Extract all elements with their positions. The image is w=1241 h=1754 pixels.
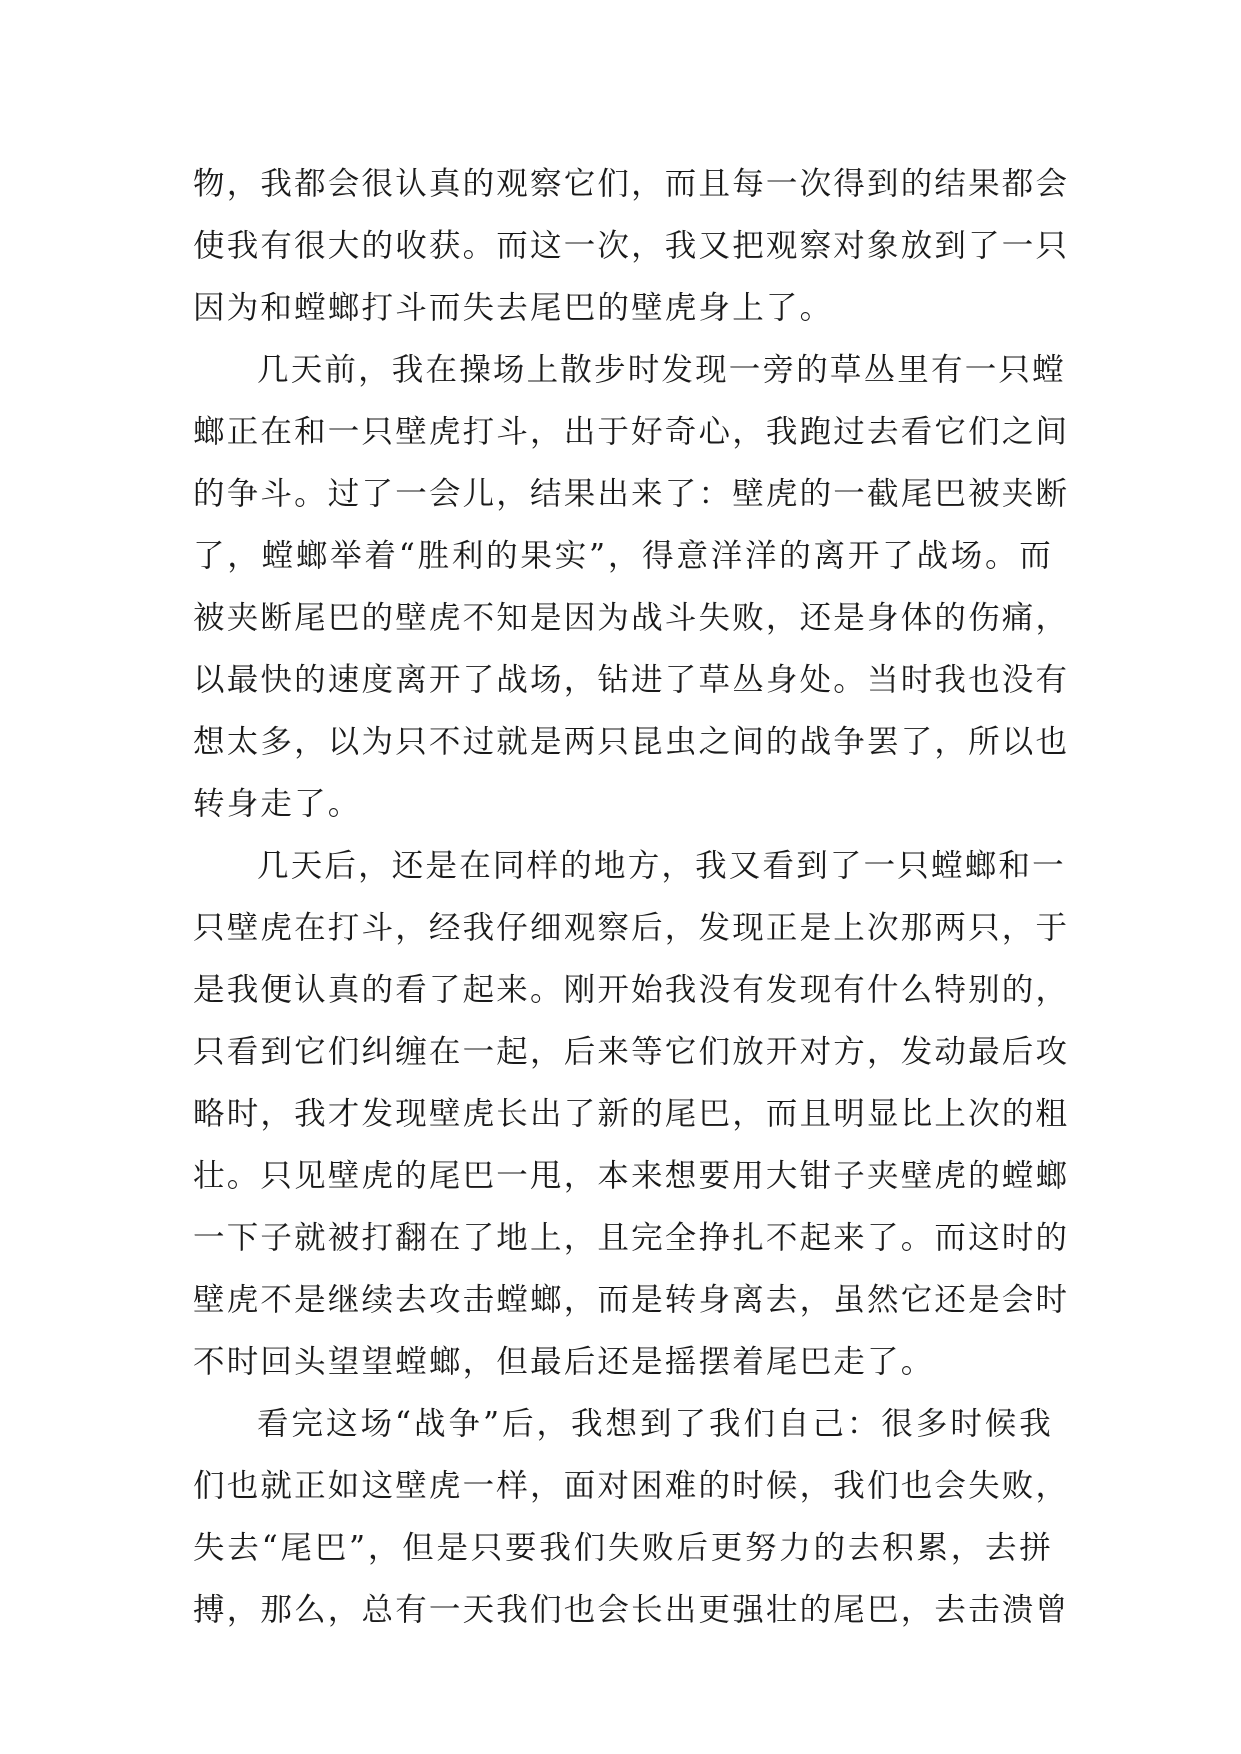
text-line: 壮。只见壁虎的尾巴一甩，本来想要用大钳子夹壁虎的螳螂 <box>193 1158 1070 1194</box>
text-line: 失去“尾巴”，但是只要我们失败后更努力的去积累，去拼 <box>193 1530 1053 1566</box>
text-line: 螂正在和一只壁虎打斗，出于好奇心，我跑过去看它们之间 <box>193 414 1070 450</box>
text-line: 一下子就被打翻在了地上，且完全挣扎不起来了。而这时的 <box>193 1220 1070 1256</box>
text-line: 搏，那么，总有一天我们也会长出更强壮的尾巴，去击溃曾 <box>193 1592 1070 1628</box>
text-line: 不时回头望望螳螂，但最后还是摇摆着尾巴走了。 <box>193 1344 935 1380</box>
paragraph-first-line: 看完这场“战争”后，我想到了我们自己：很多时候我 <box>257 1406 1053 1442</box>
text-line: 是我便认真的看了起来。刚开始我没有发现有什么特别的， <box>193 972 1070 1008</box>
text-line: 以最快的速度离开了战场，钻进了草丛身处。当时我也没有 <box>193 662 1070 698</box>
text-line: 们也就正如这壁虎一样，面对困难的时候，我们也会失败， <box>193 1468 1070 1504</box>
essay-body <box>193 153 1070 1641</box>
text-line: 使我有很大的收获。而这一次，我又把观察对象放到了一只 <box>193 228 1070 264</box>
text-line: 物，我都会很认真的观察它们，而且每一次得到的结果都会 <box>193 166 1070 202</box>
text-line: 的争斗。过了一会儿，结果出来了：壁虎的一截尾巴被夹断 <box>193 476 1070 512</box>
paragraph-first-line: 几天后，还是在同样的地方，我又看到了一只螳螂和一 <box>257 848 1066 884</box>
text-line: 因为和螳螂打斗而失去尾巴的壁虎身上了。 <box>193 290 834 326</box>
text-line: 只壁虎在打斗，经我仔细观察后，发现正是上次那两只，于 <box>193 910 1070 946</box>
text-line: 略时，我才发现壁虎长出了新的尾巴，而且明显比上次的粗 <box>193 1096 1070 1132</box>
text-line: 被夹断尾巴的壁虎不知是因为战斗失败，还是身体的伤痛， <box>193 600 1070 636</box>
text-line: 只看到它们纠缠在一起，后来等它们放开对方，发动最后攻 <box>193 1034 1070 1070</box>
text-line: 想太多，以为只不过就是两只昆虫之间的战争罢了，所以也 <box>193 724 1070 760</box>
text-line: 转身走了。 <box>193 786 362 822</box>
text-line: 壁虎不是继续去攻击螳螂，而是转身离去，虽然它还是会时 <box>193 1282 1070 1318</box>
text-line: 了，螳螂举着“胜利的果实”，得意洋洋的离开了战场。而 <box>193 538 1053 574</box>
paragraph-first-line: 几天前，我在操场上散步时发现一旁的草丛里有一只螳 <box>257 352 1066 388</box>
